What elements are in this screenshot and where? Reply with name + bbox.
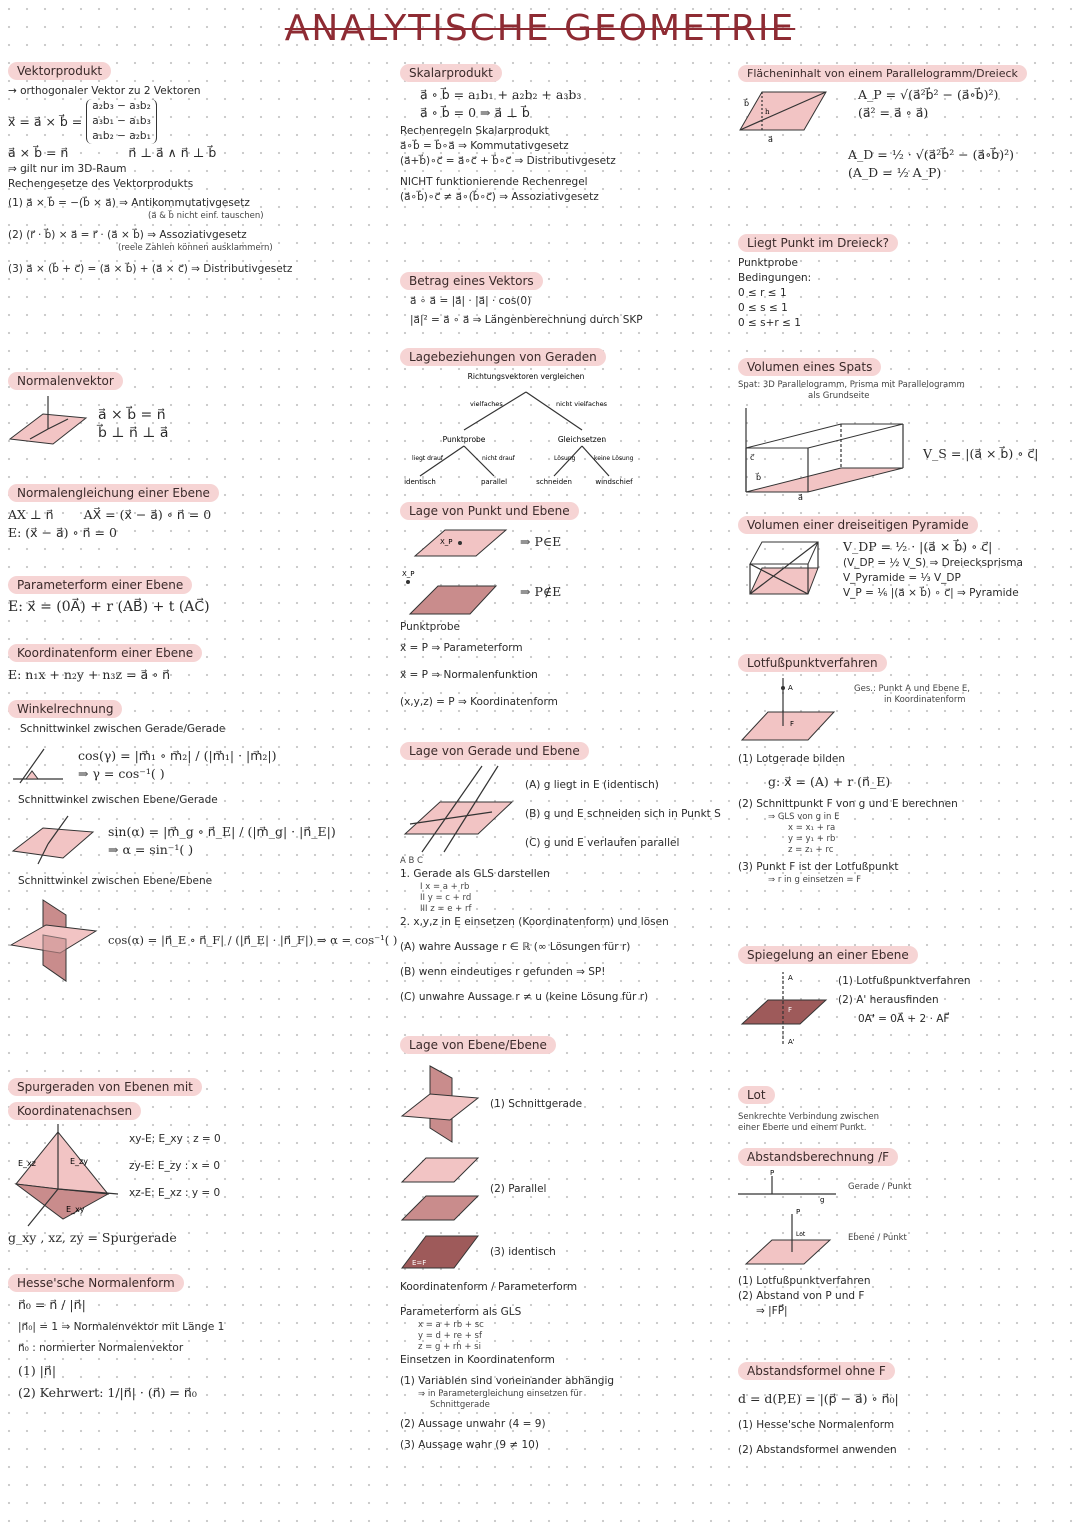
step-note: ⇒ GLS von g in E [768,812,840,822]
heading-spiegelung: Spiegelung an einer Ebene [738,946,918,964]
step: (2) A' herausfinden [838,994,939,1006]
formula: a⃗ ∘ b⃗ = 0 ⇒ a⃗ ⊥ b⃗ [420,105,530,120]
section-lot [738,1084,1073,1134]
equation: z = z₁ + rc [788,845,834,855]
heading-vektorprodukt: Vektorprodukt [8,62,111,80]
subheading: Schnittwinkel zwischen Gerade/Gerade [20,723,226,735]
text-line: n⃗₀ : normierter Normalenvektor [18,1342,184,1354]
section-parameterform [8,574,393,616]
formula: A_P = √(a⃗²b⃗² − (a⃗∘b⃗)²) [858,87,999,102]
step: (2) Abstand von P und F [738,1290,865,1302]
option: (1) Schnittgerade [490,1097,583,1110]
section-ebene-ebene [400,1034,725,1453]
subheading: Parameterform als GLS [400,1306,522,1318]
text-line: Spat: 3D Parallelogramm, Prisma mit Parallelogramm [738,380,965,390]
case-c: (C) g und E verlaufen parallel [525,837,680,849]
trace-label-xz: E_xz [18,1159,36,1168]
text-line: Senkrechte Verbindung zwischen [738,1112,879,1122]
section-gerade-ebene [400,740,725,1005]
heading-hesse: Hesse'sche Normalenform [8,1274,184,1292]
subheading: Rechenregeln Skalarprodukt [400,125,549,137]
tree-label: Lösung [554,455,576,462]
plane-line-angle-sketch [8,816,98,866]
formula: a⃗ × b⃗ = n⃗ [8,145,69,160]
text-line: Bedingungen: [738,272,812,284]
cross-product-matrix [86,99,157,144]
parallelogram-sketch [738,86,828,144]
formula: n⃗ ⊥ a⃗ ∧ n⃗ ⊥ b⃗ [128,145,217,160]
formula: V_DP = ½ · |(a⃗ × b⃗) ∘ c⃗| [843,539,993,554]
rule-line: (a⃗+b⃗)∘c⃗ = a⃗∘c⃗ + b⃗∘c⃗ ⇒ Distributivgesetz [400,155,616,167]
heading-volumen-pyramide: Volumen einer dreiseitigen Pyramide [738,516,978,534]
text-line: Punktprobe [738,257,798,269]
trace-lines-sketch [8,1124,123,1229]
tree-leaf: schneiden [536,478,572,486]
section-lagebeziehungen [400,346,725,486]
subheading: Koordinatenform / Parameterform [400,1281,578,1293]
result: (1) Variablen sind voneinander abhängig [400,1375,615,1387]
tree-label: vielfaches [470,400,503,408]
point-outside-plane-sketch [400,566,500,618]
heading-ebene-ebene: Lage von Ebene/Ebene [400,1036,556,1054]
formula: (V_DP = ½ V_S) ⇒ Dreiecksprisma [843,557,1023,569]
result: (A) wahre Aussage r ∈ ℝ (∞ Lösungen für r) [400,941,631,953]
formula: |a⃗|² = a⃗ ∘ a⃗ ⇒ Längenberechnung durch SKP [410,314,643,326]
formula: ⇒ P∉E [520,584,562,599]
text-line: Ebene / Punkt [848,1232,907,1243]
vector-label: a⃗ [798,493,803,502]
formula: x⃗ = a⃗ × b⃗ = [8,113,83,129]
plane-plane-angle-sketch [8,895,98,985]
point-label: A [788,974,793,982]
formula: E: x⃗ = (0A⃗) + r (AB⃗) + t (AC⃗) [8,599,210,615]
text-line: Gerade / Punkt [848,1181,912,1192]
step: (1) Lotfußpunktverfahren [838,975,971,987]
heading-spurgeraden: Spurgeraden von Ebenen mit [8,1078,202,1096]
section-skalarprodukt [400,62,725,205]
line-label: g [820,1196,825,1204]
section-hesse [8,1272,393,1402]
section-volumen-pyramide [738,514,1073,604]
section-abstand [738,1146,1073,1319]
point-label: P [796,1208,801,1216]
vector-label: b⃗ [744,99,750,108]
formula: V_Pyramide = ⅓ V_DP [843,572,961,584]
trace-label-zy: E_zy [70,1157,88,1166]
vector-label: c⃗ [750,453,755,462]
tree-label: liegt drauf [412,455,443,462]
lotfuss-sketch [738,676,838,746]
heading-lot: Lot [738,1086,775,1104]
heading-gerade-ebene: Lage von Gerade und Ebene [400,742,589,760]
result: (B) wenn eindeutiges r gefunden ⇒ SP! [400,966,606,978]
step: (2) Abstandsformel anwenden [738,1444,897,1456]
tree-node: Gleichsetzen [557,435,607,444]
result: (2) Aussage unwahr (4 = 9) [400,1418,546,1430]
formula: ⇒ P∈E [520,534,562,549]
heading-winkelrechnung: Winkelrechnung [8,700,122,718]
rule-line: (3) a⃗ × (b⃗ + c⃗) = (a⃗ × b⃗) + (a⃗ × c⃗) ⇒ Distributivgesetz [8,263,293,275]
text-line: ⇒ gilt nur im 3D-Raum [8,163,127,175]
tree-label: nicht vielfaches [556,400,608,408]
lines-decision-tree [404,370,644,486]
step: 2. x,y,z in E einsetzen (Koordinatenform) und lösen [400,916,669,928]
vector-label: a⃗ [768,135,773,144]
rule-line: a⃗∘b⃗ = b⃗∘a⃗ ⇒ Kommutativgesetz [400,140,569,152]
formula: zy-E: E_zy : x = 0 [129,1160,221,1172]
formula: (x,y,z) = P ⇒ Koordinatenform [400,696,558,708]
step-note: ⇒ r in g einsetzen = F [768,875,862,885]
formula: sin(α) = |m⃗_g ∘ n⃗_E| / (|m⃗_g| · |n⃗_E|) [108,824,336,839]
subheading: NICHT funktionierende Rechenregel [400,176,588,188]
heading-flaecheninhalt: Flächeninhalt von einem Parallelogramm/Dreieck [738,65,1027,82]
step: (3) Punkt F ist der Lotfußpunkt [738,861,899,873]
heading-punkt-im-dreieck: Liegt Punkt im Dreieck? [738,234,898,252]
subheading: Einsetzen in Koordinatenform [400,1354,555,1366]
lot-label: Lot [796,1231,806,1238]
plane-normal-sketch [8,394,88,454]
section-betrag [400,270,725,328]
heading-abstand: Abstandsberechnung /F [738,1148,898,1166]
formula: n⃗₀ = n⃗ / |n⃗| [18,1297,86,1312]
rule-line: (1) a⃗ × b⃗ = −(b⃗ × a⃗) ⇒ Antikommutativgesetz [8,197,250,209]
heading-parameterform: Parameterform einer Ebene [8,576,192,594]
heading-skalarprodukt: Skalarprodukt [400,64,502,82]
rule-note: (a⃗ & b⃗ nicht einf. tauschen) [148,211,264,221]
formula: xy-E: E_xy : z = 0 [129,1133,221,1145]
case-a: (A) g liegt in E (identisch) [525,779,659,791]
section-flaecheninhalt [738,62,1073,182]
tree-label: nicht drauf [482,455,515,462]
point-label: A' [788,1038,795,1046]
formula: a⃗ ∘ a⃗ = |a⃗| · |a⃗| · cos(0) [410,295,532,307]
point-label: X_P [440,538,453,546]
section-winkelrechnung [8,698,398,985]
point-in-plane-sketch [410,524,510,560]
section-spiegelung [738,944,1073,1048]
tree-leaf: windschief [595,478,633,486]
section-koordinatenform [8,642,393,684]
planes-parallel-sketch [400,1154,480,1224]
result-note: ⇒ in Parametergleichung einsetzen für [418,1389,583,1399]
height-label: h [765,108,770,116]
step: (2) Schnittpunkt F von g und E berechnen [738,798,958,810]
plane-label: E=F [412,1259,427,1267]
formula: x⃗ = P ⇒ Normalenfunktion [400,669,538,681]
formula: x⃗ = P ⇒ Parameterform [400,642,523,654]
tree-leaf: parallel [480,478,508,486]
step: (1) Lotgerade bilden [738,753,846,765]
step: (1) Hesse'sche Normalenform [738,1419,895,1431]
formula: g_xy , xz, zy = Spurgerade [8,1230,177,1245]
heading-normalengleichung: Normalengleichung einer Ebene [8,484,219,502]
point-label: A [788,684,793,692]
formula: g: x⃗ = (A) + r (n⃗_E) [768,774,891,789]
formula: E: n₁x + n₂y + n₃z = a⃗ ∘ n⃗ [8,667,171,682]
condition: 0 ≤ r ≤ 1 [738,287,787,299]
heading-lotfusspunkt: Lotfußpunktverfahren [738,654,887,672]
heading-normalenvektor: Normalenvektor [8,372,123,390]
pyramid-sketch [738,538,823,604]
equation: y = d + re + sf [418,1331,482,1341]
text-line: |n⃗₀| = 1 ⇒ Normalenvektor mit Länge 1 [18,1321,225,1333]
vector-label: b⃗ [756,473,762,482]
section-punkt-ebene [400,500,725,710]
trace-label-xy: E_xy [66,1205,85,1214]
equation: II y = c + rd [420,893,472,903]
tree-leaf: identisch [404,478,436,486]
mirror-sketch [738,968,828,1048]
heading-punkt-ebene: Lage von Punkt und Ebene [400,502,579,520]
formula: xz-E: E_xz : y = 0 [129,1187,221,1199]
formula: (a⃗² = a⃗ ∘ a⃗) [858,105,929,120]
rule-line: (2) (r⃗ · b⃗) × a⃗ = r⃗ · (a⃗ × b⃗) ⇒ Assoziativgesetz [8,229,247,241]
formula: cos(α) = |n⃗_E ∘ n⃗_F| / (|n⃗_E| · |n⃗_F|) ⇒ α = cos⁻¹( ) [108,933,398,947]
subheading: Schnittwinkel zwischen Ebene/Gerade [18,794,218,806]
line-plane-sketch [400,764,515,856]
result-note: Schnittgerade [430,1400,490,1410]
text-line: als Grundseite [808,391,870,401]
equation: III z = e + rf [420,904,472,914]
tree-root: Richtungsvektoren vergleichen [467,372,585,381]
matrix-row: a₂b₃ − a₃b₂ [92,100,151,112]
matrix-row: a₃b₁ − a₁b₃ [92,115,151,127]
result: (3) Aussage wahr (9 ≠ 10) [400,1439,539,1451]
rule-line: (a⃗∘b⃗)∘c⃗ ≠ a⃗∘(b⃗∘c⃗) ⇒ Assoziativgesetz [400,191,599,203]
result: (C) unwahre Aussage r ≠ u (keine Lösung für r) [400,991,649,1003]
condition: 0 ≤ s+r ≤ 1 [738,317,801,329]
formula: (1) |n⃗| [18,1363,57,1378]
subheading: Schnittwinkel zwischen Ebene/Ebene [18,875,213,887]
section-volumen-spat [738,356,1073,500]
formula: cos(γ) = |m⃗₁ ∘ m⃗₂| / (|m⃗₁| · |m⃗₂|) [78,748,277,763]
option: (3) identisch [490,1245,556,1258]
section-normalengleichung [8,482,393,542]
equation: x = a + rb + sc [418,1320,484,1330]
section-normalenvektor [8,370,393,454]
formula: b⃗ ⊥ n⃗ ⊥ a⃗ [98,425,169,441]
formula: ⇒ α = sin⁻¹( ) [108,842,194,857]
formula: V_P = ⅙ |(a⃗ × b⃗) ∘ c⃗| ⇒ Pyramide [843,587,1019,599]
distance-line-sketch [738,1169,838,1204]
section-punkt-im-dreieck [738,232,1073,331]
text-line: in Koordinatenform [884,695,966,705]
planes-intersect-sketch [400,1064,480,1144]
matrix-row: a₁b₂ − a₂b₁ [92,130,151,142]
tree-node: Punktprobe [442,435,486,444]
point-label: P [770,1169,775,1177]
equation: I x = a + rb [420,882,470,892]
option: (2) Parallel [490,1182,547,1195]
point-label: F [790,720,795,728]
distance-plane-sketch [738,1206,838,1270]
formula: E: (x⃗ − a⃗) ∘ n⃗ = 0 [8,525,117,540]
equation: x = x₁ + ra [788,823,836,833]
formula: a⃗ × b⃗ = n⃗ [98,407,166,423]
section-spurgeraden [8,1076,393,1247]
text-line: → orthogonaler Vektor zu 2 Vektoren [8,85,201,97]
sketch-labels: A B C [400,856,423,866]
formula: V_S = |(a⃗ × b⃗) ∘ c⃗| [923,446,1039,461]
section-lotfusspunkt [738,652,1073,886]
heading-lagebeziehungen: Lagebeziehungen von Geraden [400,348,606,366]
heading-betrag: Betrag eines Vektors [400,272,543,290]
planes-identical-sketch [400,1232,480,1272]
condition: 0 ≤ s ≤ 1 [738,302,788,314]
page-title: ANALYTISCHE GEOMETRIE [284,8,796,49]
lines-angle-sketch [8,745,68,785]
formula: ⇒ |FP⃗| [756,1305,788,1317]
step: 1. Gerade als GLS darstellen [400,868,550,880]
point-label: F [788,1006,793,1014]
spat-sketch [738,408,913,500]
formula: ⇒ γ = cos⁻¹( ) [78,766,165,781]
formula: d = d(P,E) = |(p⃗ − a⃗) ∘ n⃗₀| [738,1391,899,1406]
formula: AX ⊥ n⃗ [8,507,54,522]
formula: 0A'⃗ = 0A⃗ + 2 · AF⃗ [858,1013,950,1025]
formula: a⃗ ∘ b⃗ = a₁b₁ + a₂b₂ + a₃b₃ [420,87,582,102]
text-line: Ges.: Punkt A und Ebene E, [854,684,970,694]
heading-abstandsformel: Abstandsformel ohne F [738,1362,895,1380]
step: (1) Lotfußpunktverfahren [738,1275,871,1287]
section-abstandsformel [738,1360,1073,1458]
equation: y = y₁ + rb [788,834,836,844]
heading-koordinatenform: Koordinatenform einer Ebene [8,644,202,662]
equation: z = g + rh + si [418,1342,481,1352]
text-line: einer Ebene und einem Punkt. [738,1123,867,1133]
case-b: (B) g und E schneiden sich in Punkt S [525,808,721,820]
formula: AX⃗ = (x⃗ − a⃗) ∘ n⃗ = 0 [83,507,212,522]
section-vektorprodukt [8,60,393,277]
subheading: Punktprobe [400,621,460,633]
text-line: Rechengesetze des Vektorprodukts [8,178,194,190]
rule-note: (reele Zahlen können ausklammern) [118,243,273,253]
tree-label: keine Lösung [594,455,634,462]
point-label: X_P [402,570,415,578]
heading-koordinatenachsen: Koordinatenachsen [8,1102,141,1120]
formula: (2) Kehrwert: 1/|n⃗| · (n⃗) = n⃗₀ [18,1385,197,1400]
formula: A_D = ½ · √(a⃗²b⃗² − (a⃗∘b⃗)²) [848,147,1014,162]
heading-volumen-spat: Volumen eines Spats [738,358,881,376]
formula: (A_D = ½ A_P) [848,165,942,180]
